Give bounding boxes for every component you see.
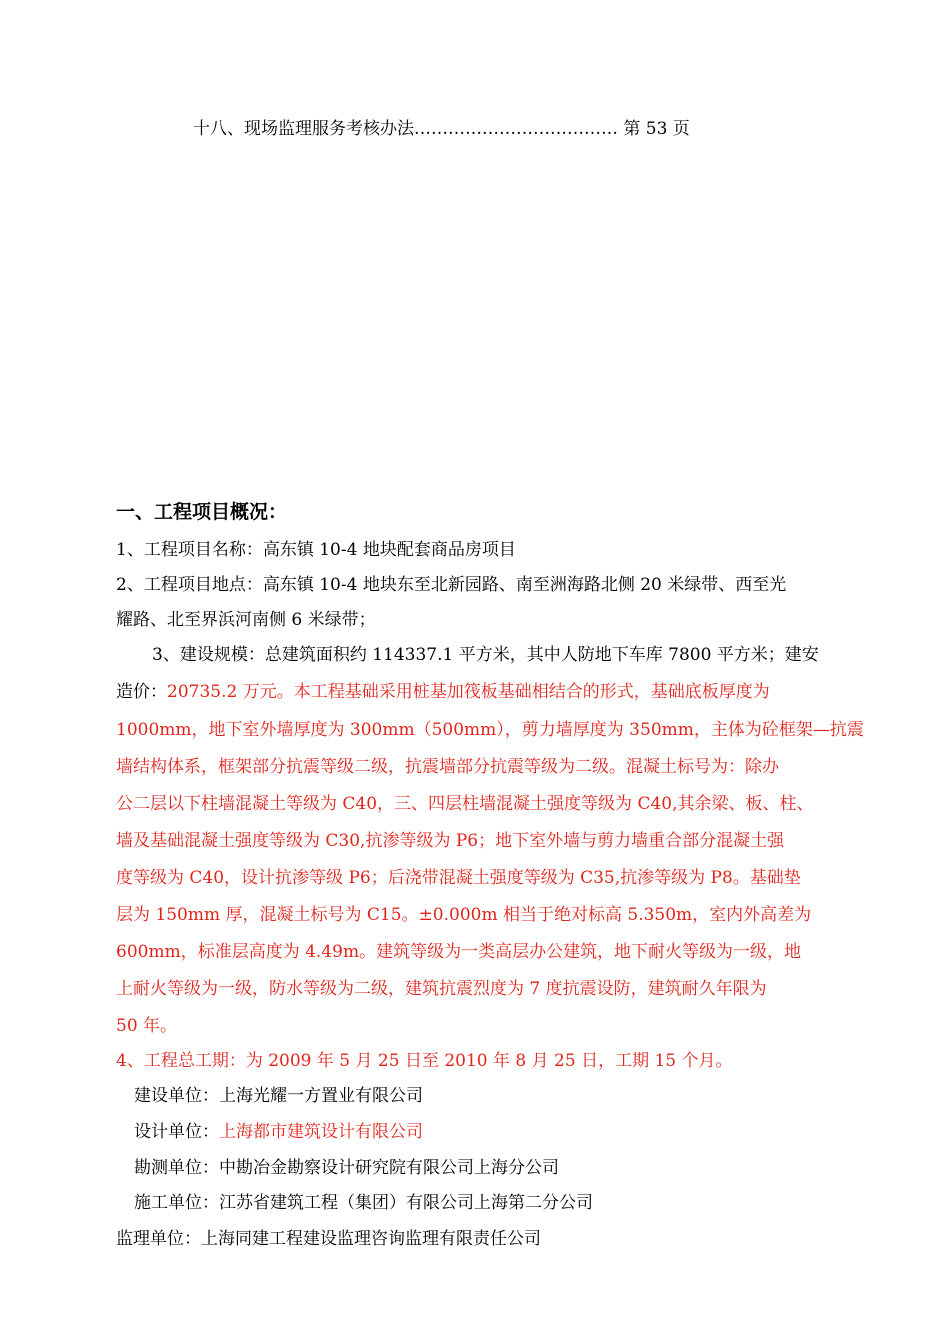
- project-scale-line-1: 3、建设规模：总建筑面积约 114337.1 平方米，其中人防地下车库 7800 平方米；建安: [152, 645, 819, 665]
- owner-unit-line: 建设单位：上海光耀一方置业有限公司: [134, 1086, 423, 1106]
- project-location-line-2: 耀路、北至界浜河南侧 6 米绿带；: [116, 610, 376, 630]
- project-scale-line-2: [116, 677, 770, 702]
- structure-desc-line-4: 墙及基础混凝土强度等级为 C30,抗渗等级为 P6；地下室外墙与剪力墙重合部分混凝土强: [116, 831, 785, 851]
- supervision-unit-line: 监理单位：上海同建工程建设监理咨询监理有限责任公司: [116, 1229, 541, 1249]
- structure-desc-line-8: 上耐火等级为一级，防水等级为二级，建筑抗震烈度为 7 度抗震设防，建筑耐久年限为: [116, 979, 767, 999]
- project-location-line-1: 2、工程项目地点：高东镇 10-4 地块东至北新园路、南至洲海路北侧 20 米绿带、西至光: [116, 575, 787, 595]
- survey-unit-line: 勘测单位：中勘冶金勘察设计研究院有限公司上海分公司: [134, 1158, 559, 1178]
- structure-desc-line-2: 墙结构体系，框架部分抗震等级二级，抗震墙部分抗震等级为二级。混凝土标号为：除办: [116, 757, 779, 777]
- design-unit-line: [134, 1117, 423, 1142]
- design-unit-value: 上海都市建筑设计有限公司: [219, 1122, 423, 1142]
- cost-value-text: 20735.2 万元。本工程基础采用桩基加筏板基础相结合的形式，基础底板厚度为: [167, 682, 770, 702]
- project-duration-line: 4、工程总工期：为 2009 年 5 月 25 日至 2010 年 8 月 25 日，工期 15 个月。: [116, 1051, 733, 1071]
- toc-leader-dots: ………………………………: [414, 119, 618, 139]
- structure-desc-line-1: 1000mm，地下室外墙厚度为 300mm（500mm），剪力墙厚度为 350mm，主体为砼框架—抗震: [116, 720, 864, 740]
- construction-unit-line: 施工单位：江苏省建筑工程（集团）有限公司上海第二分公司: [134, 1193, 593, 1213]
- structure-desc-line-5: 度等级为 C40，设计抗渗等级 P6；后浇带混凝土强度等级为 C35,抗渗等级为 P8。基础垫: [116, 868, 801, 888]
- cost-label: 造价：: [116, 682, 167, 702]
- design-unit-label: 设计单位：: [134, 1122, 219, 1142]
- toc-entry: [193, 114, 690, 139]
- toc-item-label: 十八、现场监理服务考核办法: [193, 119, 414, 139]
- structure-desc-line-3: 公二层以下柱墙混凝土等级为 C40，三、四层柱墙混凝土强度等级为 C40,其余梁、板、柱、: [116, 794, 814, 814]
- toc-page-number: 第 53 页: [623, 119, 690, 139]
- project-name-line: 1、工程项目名称：高东镇 10-4 地块配套商品房项目: [116, 540, 516, 560]
- structure-desc-line-7: 600mm，标准层高度为 4.49m。建筑等级为一类高层办公建筑，地下耐火等级为一级，地: [116, 942, 802, 962]
- section-title: 一、工程项目概况：: [116, 501, 288, 523]
- structure-desc-line-9: 50 年。: [116, 1016, 178, 1036]
- structure-desc-line-6: 层为 150mm 厚，混凝土标号为 C15。±0.000m 相当于绝对标高 5.350m，室内外高差为: [116, 905, 812, 925]
